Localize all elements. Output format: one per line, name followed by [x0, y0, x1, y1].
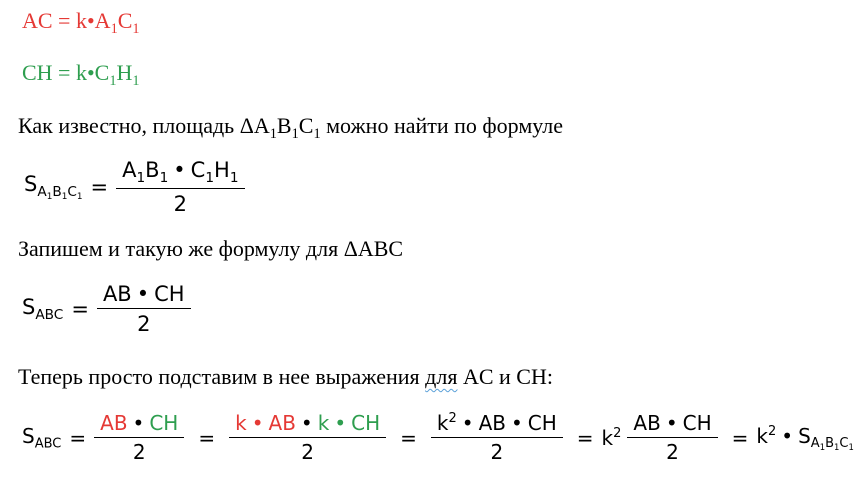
fraction-area-abc: $\frac{AB • CH}{2}$ — [627, 412, 717, 464]
paragraph-abc-formula-intro: Запишем и такую же формулу для ΔABC — [18, 236, 404, 261]
fraction-k-squared: $\frac{k^2 • AB • CH}{2}$ — [431, 412, 563, 464]
equation-ch: CH = $k•C_1H_1$ — [22, 60, 140, 89]
k-squared-factor: $k^2$ — [601, 426, 622, 450]
formula-area-abc: $S_{ABC}$ = $\frac{AB • CH}{2}$ — [22, 282, 197, 336]
formula-area-a1b1c1: $S_{A_1B_1C_1}$ = $\frac{A_1B_1 • C_1H_1}{2}$ — [24, 158, 251, 217]
area-symbol: $S_{A_1B_1C_1}$ — [24, 172, 83, 203]
fraction: $\frac{A_1B_1 • C_1H_1}{2}$ — [116, 158, 244, 217]
paragraph-area-formula-intro: Как известно, площадь $\Delta A_1B_1C_1$ можно найти по формуле — [18, 113, 564, 142]
formula-substitution: $S_{ABC}$ = $\frac{AB • CH}{2}$ = $\frac{k • AB • k • CH}{2}$ = $\frac{k^2 • AB • CH}{2}$ = $k^2$ $\frac{AB • CH}{2}$ = $k^2$ • $S_{A_1B_1C_1}$ — [22, 411, 854, 464]
fraction: $\frac{AB • CH}{2}$ — [97, 282, 191, 336]
fraction-colored: $\frac{AB • CH}{2}$ — [94, 412, 184, 464]
spellcheck-word: для — [425, 364, 458, 389]
fraction-with-k: $\frac{k • AB • k • CH}{2}$ — [229, 412, 386, 464]
result-expression: $k^2$ • $S_{A_1B_1C_1}$ — [756, 423, 854, 453]
equation-ac: AC = $k•A_1C_1$ — [22, 8, 140, 37]
area-symbol: $S_{ABC}$ — [22, 295, 64, 324]
area-symbol: $S_{ABC}$ — [22, 424, 62, 452]
paragraph-substitution-intro: Теперь просто подставим в нее выражения для AC и CH: — [18, 364, 553, 389]
